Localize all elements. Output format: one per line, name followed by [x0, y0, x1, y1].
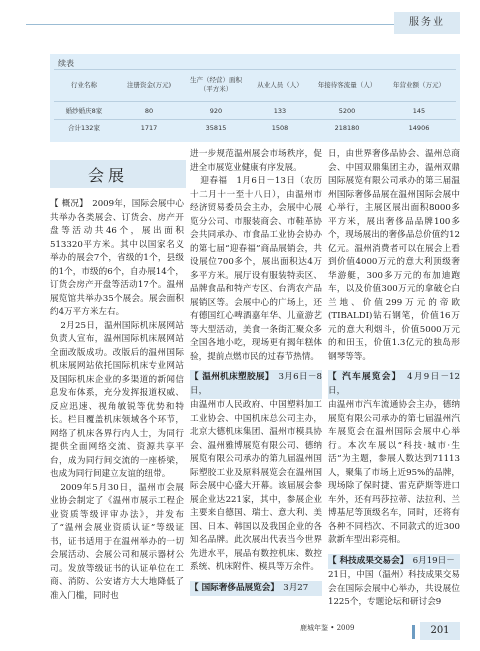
table-cell: 80 — [144, 107, 154, 115]
section-title: 【 汽车展览会】 — [328, 372, 398, 382]
footer-text: 鹿城年鉴 • 2009 — [300, 624, 355, 632]
text-column-2 — [190, 148, 322, 638]
footer-decor-bar — [412, 625, 415, 639]
table-cell: 婚纱婚庆8家 — [65, 107, 103, 115]
section-title: 【 温州机床塑胶展】 — [190, 372, 270, 382]
paragraph: 2009年5月30日，温州市会展业协会制定了《温州市展示工程企业资质等级评审办法》，并发布了“温州会展业资质认证”等级证书，证书适用于在温州举办的一切会展活动、会展公司和展示器材公司。发放等级证书的认证单位在工商、消防、公安诸方大大地降低了准入门槛，同时也 — [50, 482, 184, 601]
section-paragraph — [328, 370, 460, 548]
table-title: 续表 — [58, 59, 74, 68]
section-title: 【 国际奢侈品展览会】 — [190, 582, 275, 593]
table-cell: 合计132家 — [68, 124, 100, 132]
table-cell: 14906 — [408, 124, 430, 132]
section-paragraph — [190, 370, 322, 575]
section-title: 【 科技成果交易会】 — [328, 555, 405, 566]
article-title-box — [50, 160, 186, 188]
section-paragraph — [190, 581, 322, 597]
table-header-cell: 从业人员（人） — [257, 80, 303, 89]
section-lead: 4月9日－12日， — [328, 372, 460, 396]
section-body: 由温州市人民政府、中国塑料加工工业协会、中国机床总公司主办，北京大德机床集团、温州市模具协会、温州雅博展览有限公司、德纳展览有限公司承办的第九届温州国际塑胶工业及原料展览会在温州国际会展中心盛大开幕。该届展会参展企业达221家，其中，参展企业主要来自德国、瑞士、意大利、美国、日本、韩国以及我国企业的各知名品牌。此次展出代表当今世界先进水平，展品有数控机床、数控系统、机床附件、模具等万余件。 — [190, 400, 322, 572]
table-cell: 5200 — [338, 107, 356, 115]
table-cell: 1508 — [271, 124, 289, 132]
table-header-cell: 注册资金(万元) — [126, 80, 172, 89]
section-header — [328, 554, 460, 570]
paragraph: 进一步规范温州展会市场秩序，促进全市展览业健康有序发展。 — [190, 149, 322, 173]
table-header-cell: 行业名称 — [71, 80, 97, 89]
table-cell: 133 — [273, 107, 287, 115]
table-cell: 1717 — [140, 124, 158, 132]
paragraph: 【 概况】 2009年，国际会展中心共举办各类展会、订货会、房产开盘等活动共46个，展出面积513320平方米。其中以国家名义举办的展会7个，省级的1个，县级的1个，市级的6个，自办展14个，订货会房产开盘等活动17个。温州展览馆共举办35个展会。展会面积约4万平方米左右。 — [50, 199, 184, 317]
table-header-cell: 生产（经营）面积（平方米） — [190, 76, 242, 93]
section-lead: 6月19日－ — [412, 555, 455, 566]
section-header — [190, 581, 322, 597]
paragraph: 2月25日，温州国际机床展网站负责人宣布，温州国际机床展网站全面改版成功。改版后的温州国际机床展网站依托国际机床专业网站及国际机床企业的多渠道的新闻信息发布体系，充分发挥报道权威、反应迅速、视角敏锐等优势和特长。栏目覆盖机床领域各个环节，网络了机床各界行内人士，为同行提供全面网络交流、资源共享平台，成为同行间交流的一座桥梁，也成为同行间建立友谊的纽带。 — [50, 320, 184, 479]
table-rule — [54, 101, 456, 102]
section-lead: 3月6日－8日， — [190, 372, 322, 396]
table-header-cell: 年营业额（万元） — [393, 80, 445, 89]
header-rule — [26, 24, 396, 25]
section-body: 由温州市汽车流通协会主办，德纳展览有限公司承办的第七届温州汽车展览会在温州国际会展中心举行。本次车展以“科技·城市·生活”为主题，参展人数达到71113人，聚集了市场上近95%的品牌，现场除了保时捷、雷克萨斯等进口车外，还有玛莎拉蒂、法拉利、兰博基尼等顶级名车，同时，还将有各种不同档次、不同款式的近300款新车型出彩亮相。 — [328, 400, 460, 545]
section-header — [190, 370, 322, 399]
text-column-3 — [328, 148, 460, 638]
article-title: 会展 — [88, 166, 129, 185]
data-table — [50, 54, 460, 142]
section-paragraph — [328, 554, 460, 610]
section-body: 21日，中国（温州）科技成果交易会在国际会展中心举办，共设展位1225个，专题论坛和研讨会9 — [328, 570, 460, 607]
page-number: 201 — [420, 622, 460, 640]
table-cell: 218180 — [334, 124, 360, 132]
section-lead: 3月27 — [283, 582, 309, 593]
table-cell: 145 — [412, 107, 426, 115]
section-header — [328, 370, 460, 399]
table-cell: 35815 — [205, 124, 227, 132]
text-column-1 — [50, 198, 184, 638]
table-rule — [54, 119, 456, 120]
paragraph: 日，由世界奢侈品协会、温州总商会、中国双鼎集团主办，温州双鼎国际展览有限公司承办的第三届温州国际奢侈品展在温州国际会展中心举行，主展区展出面积8000多平方米，展出奢侈品品牌100多个，现场展出的奢侈品总价值约12亿元。温州消费者可以在展会上看到价值4000万元的意大利顶级奢华游艇，300多万元的布加迪跑车，以及价值300万元的拿破仑白兰地、价值299万元的帝欧(TIBALDI)钻石钢笔，价值16万元的意大利烟斗，价值5000万元的和田玉，价值1.3亿元的独岛形钢琴等等。 — [328, 149, 460, 362]
section-label: 服务业 — [394, 12, 460, 34]
table-header-cell: 年接待客流量（人） — [317, 80, 377, 89]
paragraph: 迎春福 1月6日－13日（农历十二月十一至十八日），由温州市经济贸易委员会主办，会展中心展览分公司、市服装商会、市鞋革协会共同承办、市食品工业协会协办的第七届“迎春福”商品展销会，共设展位700多个，展出面积达4万多平方米。展厅设有服装特卖区、品牌食品和特产专区、台湾农产品展销区等。会展中心的广场上，还有德国红心啤酒嘉年华、儿童游艺等大型活动，美食一条街汇聚众多全国各地小吃，现场更有揭年糕体验，提前点燃市民的过春节热情。 — [190, 176, 322, 362]
table-cell: 920 — [209, 107, 223, 115]
